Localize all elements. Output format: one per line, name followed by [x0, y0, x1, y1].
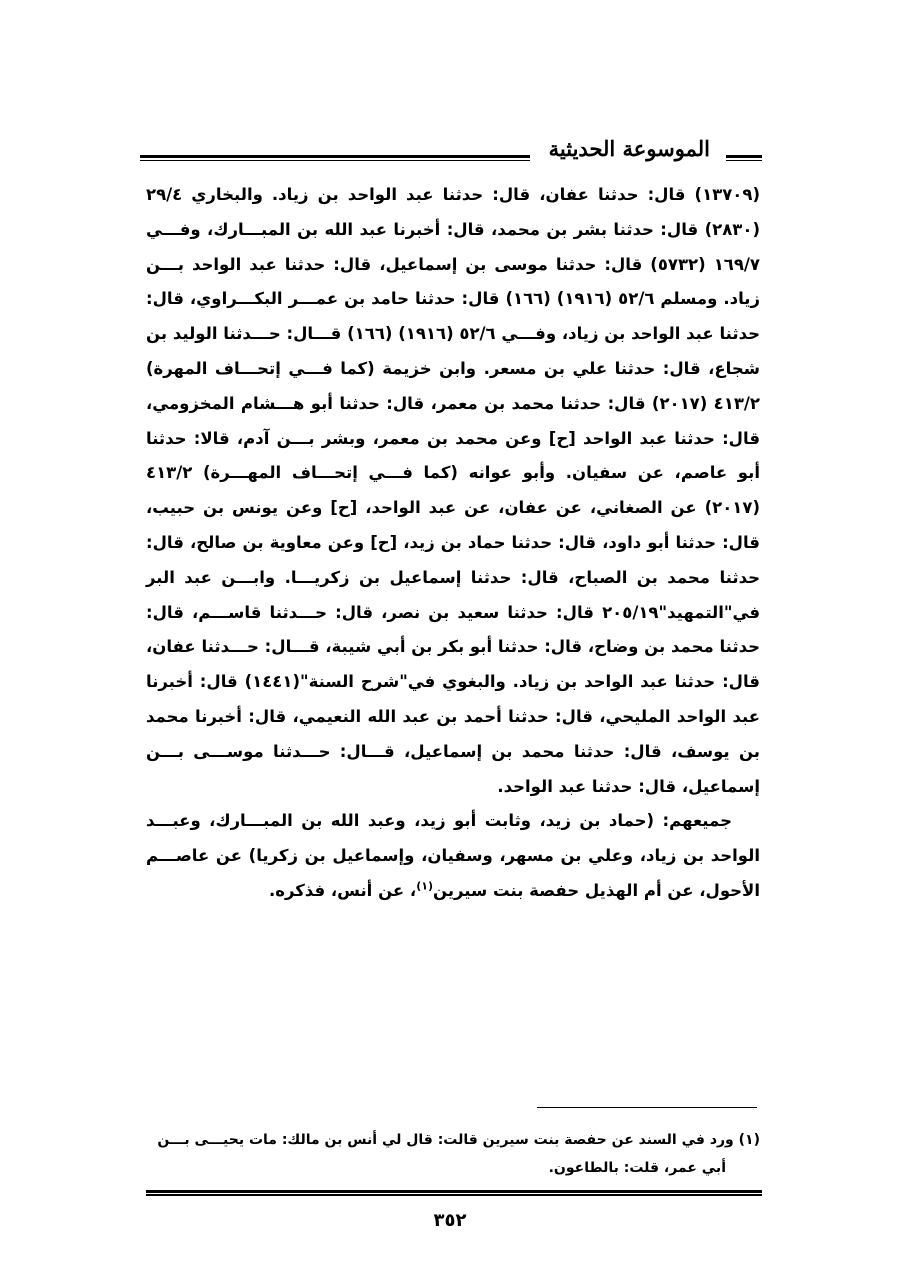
footnote-line: أبي عمر، قلت: بالطاعون. [548, 1160, 726, 1176]
page-number: ٣٥٢ [433, 1210, 467, 1231]
header-rule-stub [726, 155, 762, 161]
footnote-reference[interactable]: (١) [416, 879, 433, 893]
paragraph-text-end: ، عن أنس، فذكره. [268, 880, 417, 900]
footnotes [146, 1126, 760, 1182]
footnote-separator [537, 1107, 757, 1108]
page-header [140, 128, 762, 172]
paragraph: (١٣٧٠٩) قال: حدثنا عفان، قال: حدثنا عبد الواحد بن زياد. والبخاري ٢٩/٤ (٢٨٣٠) قال: حدثنا بشر بن محمد، قال: أخبرنا عبد الله بن المبـــارك، وفـــي ١٦٩/٧ (٥٧٣٢) قال: حدثنا موسى بن إسماعيل، قال: حدثنا عبد الواحد بـــن زياد. ومسلم ٥٢/٦ (١٩١٦) (١٦٦) قال: حدثنا حامد بن عمـــر البكـــراوي، قال: حدثنا عبد الواحد بن زياد، وفـــي ٥٢/٦ (١٩١٦) (١٦٦) قـــال: حـــدثنا الوليد بن شجاع، قال: حدثنا علي بن مسعر. وابن خزيمة (كما فـــي إتحـــاف المهرة) ٤١٣/٢ (٢٠١٧) قال: حدثنا محمد بن معمر، قال: حدثنا أبو هـــشام المخزومي، قال: حدثنا عبد الواحد [ح] وعن محمد بن معمر، وبشر بـــن آدم، قالا: حدثنا أبو عاصم، عن سفيان. وأبو عوانه (كما فـــي إتحـــاف المهـــرة) ٤١٣/٢ (٢٠١٧) عن الصغاني، عن عفان، عن عبد الواحد، [ح] وعن يونس بن حبيب، قال: حدثنا أبو داود، قال: حدثنا حماد بن زيد، [ح] وعن معاوية بن صالح، قال: حدثنا محمد بن الصباح، قال: حدثنا إسماعيل بن زكريـــا. وابـــن عبد البر في"التمهيد"٢٠٥/١٩ قال: حدثنا سعيد بن نصر، قال: حـــدثنا قاســـم، قال: حدثنا محمد بن وضاح، قال: حدثنا أبو بكر بن أبي شيبة، قـــال: حـــدثنا عفان، قال: حدثنا عبد الواحد بن زياد. والبغوي في"شرح السنة"(١٤٤١) قال: أخبرنا عبد الواحد المليحي، قال: حدثنا أحمد بن عبد الله النعيمي، قال: أخبرنا محمد بن يوسف، قال: حدثنا محمد بن إسماعيل، قـــال: حـــدثنا موســـى بـــن إسماعيل، قال: حدثنا عبد الواحد. [146, 185, 761, 796]
main-text [146, 178, 760, 909]
footer-rule [146, 1190, 762, 1195]
paragraph [146, 804, 760, 908]
page-header-title: الموسوعة الحديثية [539, 136, 720, 162]
footnote-line: (١) ورد في السند عن حفصة بنت سيرين قالت: قال لي أنس بن مالك: مات يحيـــى بـــن [157, 1132, 760, 1148]
header-rule [140, 155, 530, 161]
paragraph-text: جميعهم: (حماد بن زيد، وثابت أبو زيد، وعبد الله بن المبـــارك، وعبـــد الواحد بن زياد، وعلي بن مسهر، وسفيان، وإسماعيل بن زكريا) عن عاصـــم الأحول، عن أم الهذيل حفصة بنت سيرين [146, 811, 760, 900]
